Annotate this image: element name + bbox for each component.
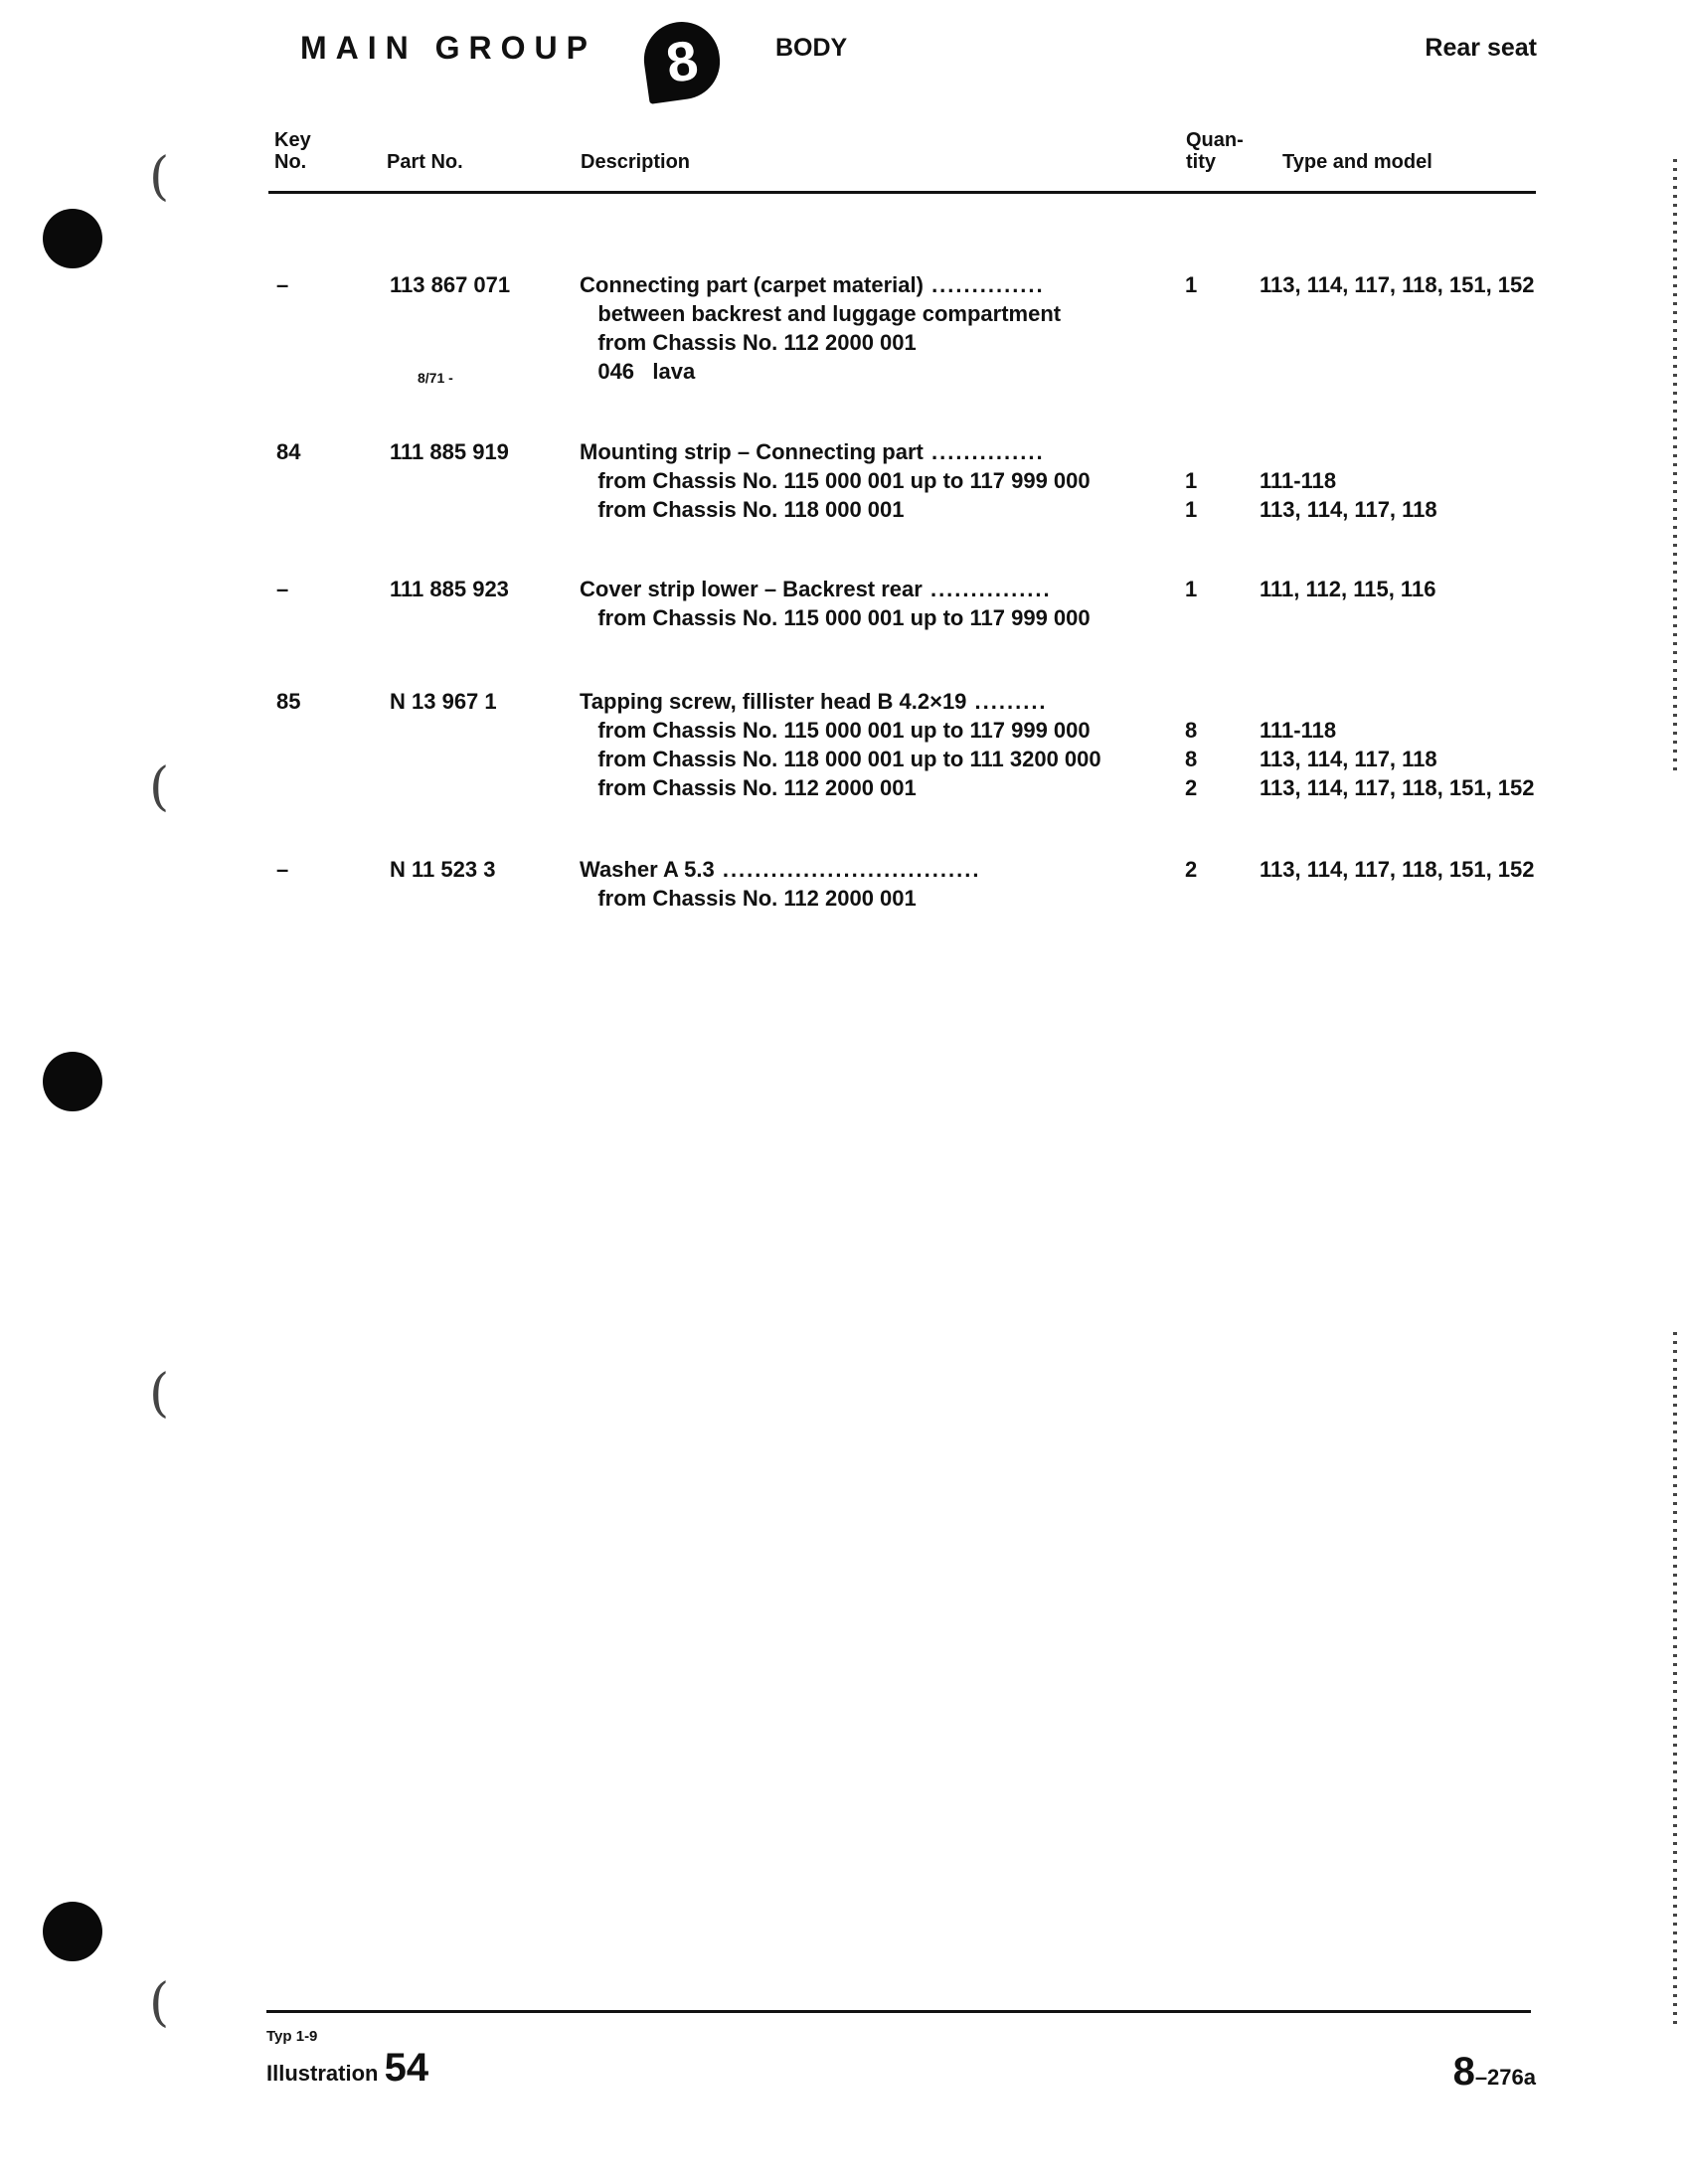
part-no: 111 885 919: [390, 439, 509, 464]
quantity: 2: [1185, 857, 1198, 882]
quantity: 8: [1185, 747, 1198, 771]
col-header-quantity-line1: Quan-: [1186, 129, 1244, 151]
col-header-quantity-line2: tity: [1186, 151, 1216, 173]
illustration-number: 54: [384, 2046, 429, 2090]
description-line: Washer A 5.3 ................................: [580, 857, 981, 882]
type-model: 113, 114, 117, 118, 151, 152: [1260, 272, 1535, 297]
key-no: –: [276, 272, 289, 297]
description-line: from Chassis No. 112 2000 001: [580, 886, 917, 911]
group-number: 8: [662, 27, 702, 94]
key-no: 84: [276, 439, 301, 464]
page-number-main: 8: [1452, 2050, 1475, 2094]
col-header-part-no: Part No.: [387, 151, 463, 173]
quantity: 8: [1185, 718, 1198, 743]
col-header-description: Description: [581, 151, 691, 173]
description-line: from Chassis No. 118 000 001: [580, 497, 905, 522]
header-rule: [268, 191, 1536, 194]
group-number-badge: [639, 17, 725, 104]
type-model: 113, 114, 117, 118: [1260, 497, 1437, 522]
type-model: 111, 112, 115, 116: [1260, 577, 1436, 601]
page-number: [1453, 2050, 1536, 2095]
illustration-label: Illustration: [266, 2061, 379, 2086]
type-model: 111-118: [1260, 468, 1337, 493]
type-model: 113, 114, 117, 118: [1260, 747, 1437, 771]
description-line: Connecting part (carpet material) ..............: [580, 272, 1045, 297]
col-header-type-model: Type and model: [1282, 151, 1432, 173]
binder-mark: (: [149, 1364, 170, 1424]
col-header-key: [274, 129, 311, 173]
type-model: 113, 114, 117, 118, 151, 152: [1260, 857, 1535, 882]
binder-hole-top: [43, 209, 102, 268]
description-line: Mounting strip – Connecting part ..............: [580, 439, 1045, 464]
key-no: –: [276, 577, 289, 601]
binder-mark: (: [149, 757, 170, 817]
page-edge-noise: [1673, 159, 1677, 775]
type-model: 111-118: [1260, 718, 1337, 743]
page-edge-noise: [1673, 1332, 1677, 2028]
quantity: 1: [1185, 577, 1198, 601]
quantity: 1: [1185, 272, 1198, 297]
section-title: Rear seat: [1425, 34, 1537, 62]
description-line: between backrest and luggage compartment: [580, 301, 1062, 326]
type-model: 113, 114, 117, 118, 151, 152: [1260, 775, 1535, 800]
col-header-key-line2: No.: [274, 151, 307, 173]
description-line: Tapping screw, fillister head B 4.2×19 .........: [580, 689, 1048, 714]
part-no: N 11 523 3: [390, 857, 496, 882]
quantity: 1: [1185, 497, 1198, 522]
binder-hole-bottom: [43, 1902, 102, 1961]
group-name: BODY: [775, 34, 848, 62]
description-line: from Chassis No. 118 000 001 up to 111 3200 000: [580, 747, 1101, 771]
col-header-quantity: [1186, 129, 1244, 173]
description-line: from Chassis No. 115 000 001 up to 117 999 000: [580, 718, 1091, 743]
description-line: from Chassis No. 115 000 001 up to 117 999 000: [580, 605, 1091, 630]
col-header-key-line1: Key: [274, 129, 311, 151]
binder-hole-middle: [43, 1052, 102, 1111]
description-line: from Chassis No. 115 000 001 up to 117 999 000: [580, 468, 1091, 493]
quantity: 2: [1185, 775, 1198, 800]
date-note: 8/71 -: [418, 370, 453, 386]
main-group-title: MAIN GROUP: [300, 30, 596, 66]
quantity: 1: [1185, 468, 1198, 493]
description-line: 046 lava: [580, 359, 696, 384]
binder-mark: (: [149, 1973, 170, 2033]
key-no: 85: [276, 689, 301, 714]
description-line: from Chassis No. 112 2000 001: [580, 775, 917, 800]
description-line: from Chassis No. 112 2000 001: [580, 330, 917, 355]
binder-mark: (: [149, 147, 170, 207]
part-no: 111 885 923: [390, 577, 509, 601]
type-range: Typ 1-9: [266, 2028, 318, 2045]
description-line: Cover strip lower – Backrest rear ...............: [580, 577, 1052, 601]
footer-rule: [266, 2010, 1531, 2013]
part-no: N 13 967 1: [390, 689, 497, 714]
page-number-suffix: –276a: [1474, 2065, 1536, 2090]
key-no: –: [276, 857, 289, 882]
illustration-ref: [266, 2046, 428, 2091]
part-no: 113 867 071: [390, 272, 511, 297]
